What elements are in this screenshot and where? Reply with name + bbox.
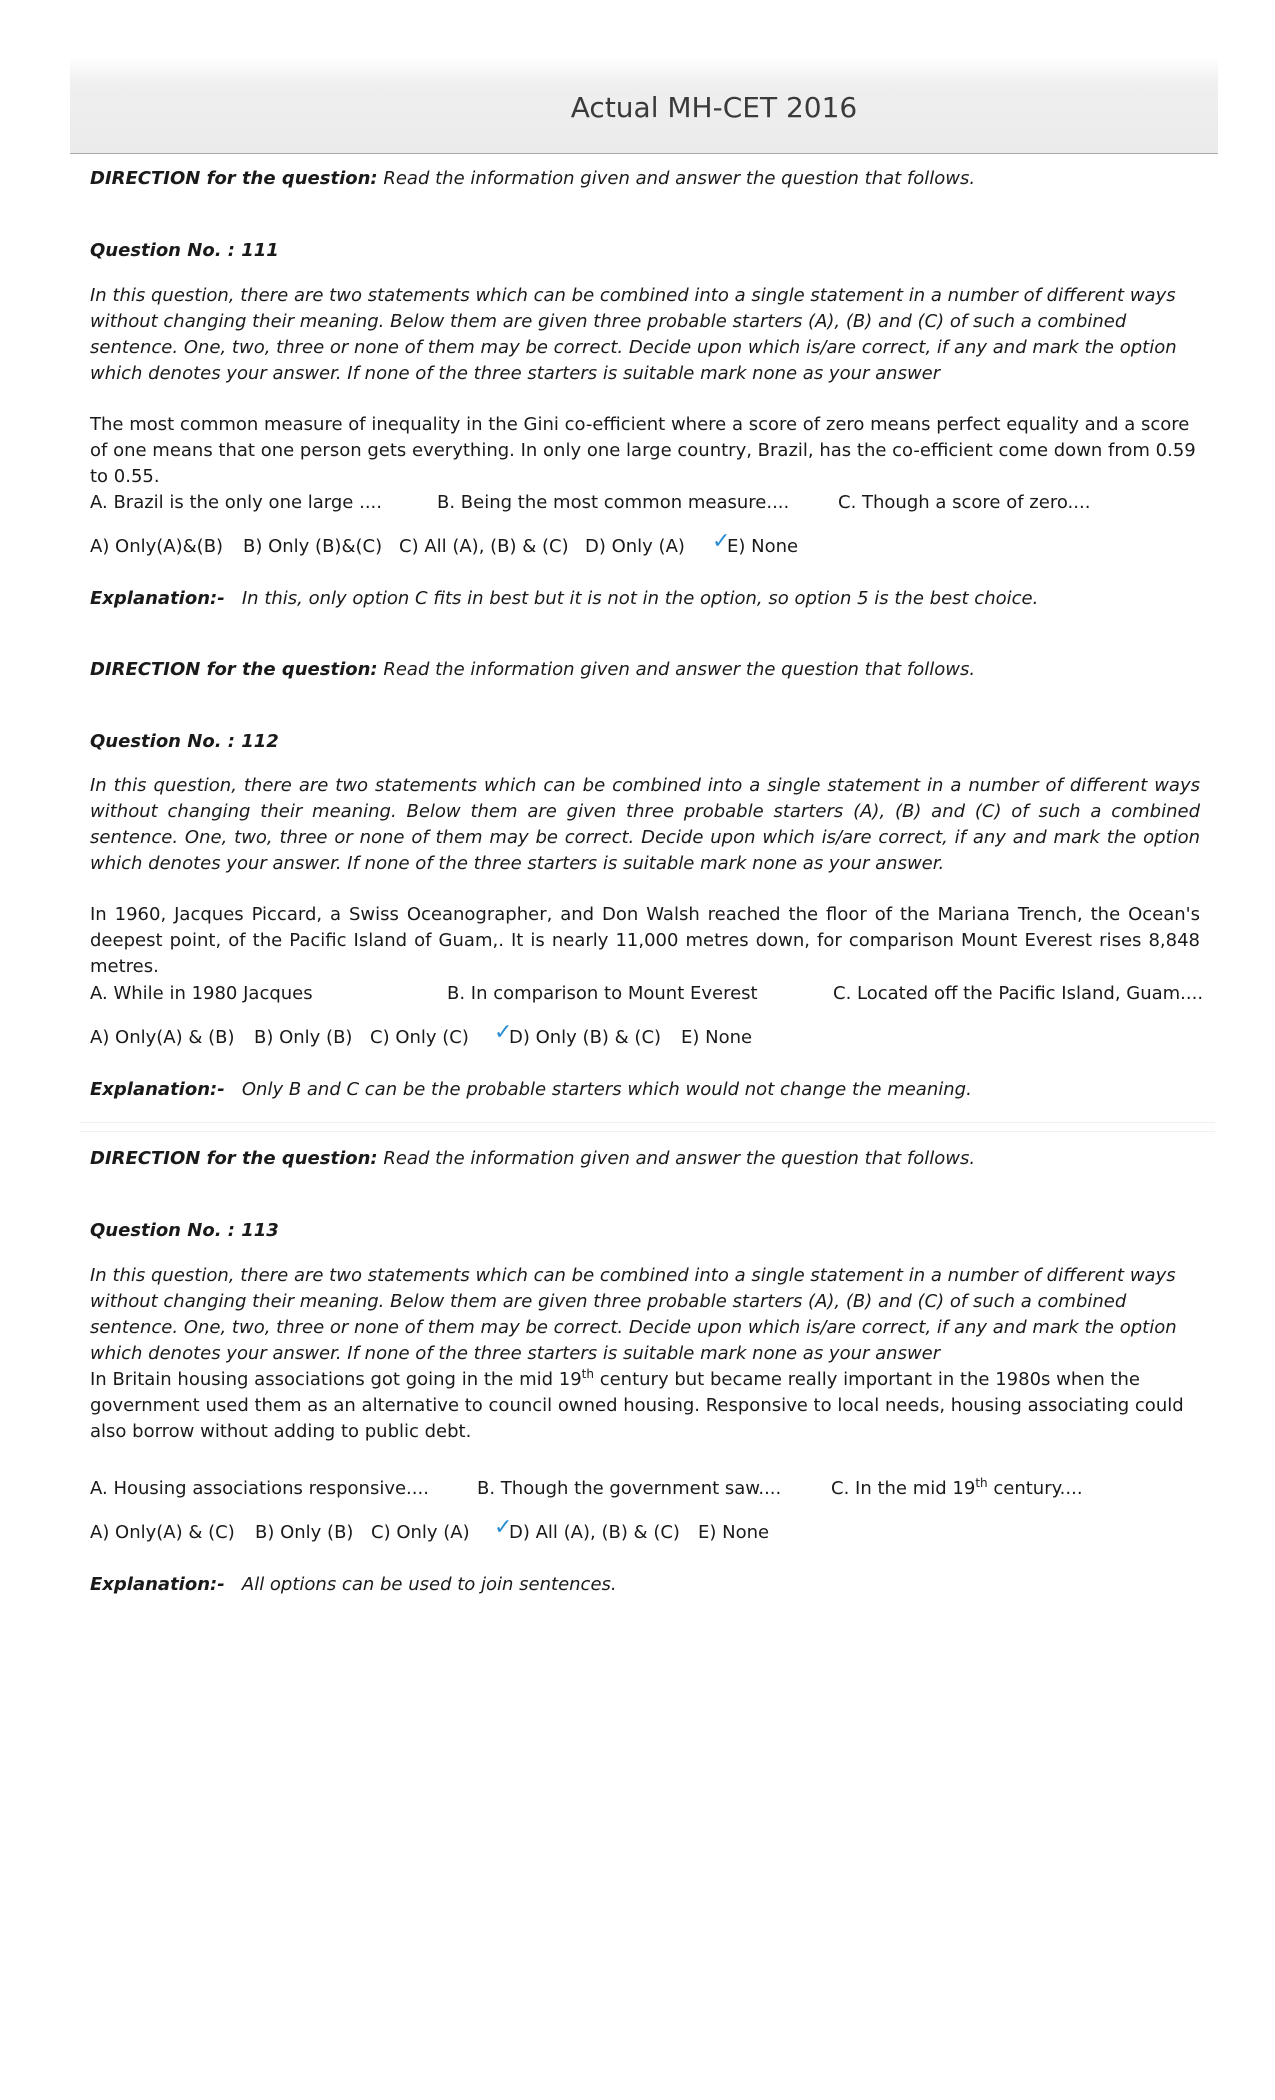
direction-label: DIRECTION for the question: — [90, 1148, 378, 1169]
explanation-label: Explanation:- — [90, 588, 225, 609]
explanation-label: Explanation:- — [90, 1574, 225, 1595]
option-e[interactable]: E) None — [681, 1027, 753, 1048]
starter-b: B. In comparison to Mount Everest — [447, 983, 758, 1004]
direction-line — [90, 1146, 975, 1172]
starter-a: A. Brazil is the only one large .... — [90, 492, 382, 513]
starter-b: B. Though the government saw.... — [477, 1478, 782, 1499]
question-number: Question No. : 111 — [90, 240, 279, 261]
page-title: Actual MH-CET 2016 — [570, 91, 858, 124]
correct-check-icon: ✓ — [712, 529, 731, 554]
option-d[interactable]: D) Only (B) & (C) — [509, 1027, 662, 1048]
explanation-text: Only B and C can be the probable starters which would not change the meaning. — [241, 1079, 972, 1100]
question-number: Question No. : 112 — [90, 731, 279, 752]
direction-line — [90, 657, 975, 683]
explanation — [90, 586, 1038, 612]
option-b[interactable]: B) Only (B) — [255, 1522, 354, 1543]
option-c[interactable]: C) Only (A) — [371, 1522, 470, 1543]
option-c[interactable]: C) Only (C) — [370, 1027, 469, 1048]
option-a[interactable]: A) Only(A)&(B) — [90, 536, 224, 557]
direction-line — [90, 166, 975, 192]
direction-text: Read the information given and answer the question that follows. — [377, 1148, 976, 1169]
starter-c-text: C. In the mid 19 — [831, 1478, 976, 1499]
option-d[interactable]: D) Only (A) — [585, 536, 685, 557]
option-a[interactable]: A) Only(A) & (B) — [90, 1027, 235, 1048]
direction-text: Read the information given and answer the question that follows. — [377, 659, 976, 680]
starter-b: B. Being the most common measure.... — [437, 492, 790, 513]
question-passage: The most common measure of inequality in the Gini co-efficient where a score of zero means perfect equality and a score of one means that one person gets everything. In only one large country, Brazil, has the co-efficient come down from 0.59 to 0.55. — [90, 414, 1196, 487]
starter-c — [831, 1476, 1083, 1502]
page-header — [70, 57, 1218, 154]
explanation-text: All options can be used to join sentences. — [241, 1574, 617, 1595]
option-e[interactable]: E) None — [698, 1522, 770, 1543]
explanation-label: Explanation:- — [90, 1079, 225, 1100]
explanation — [90, 1572, 617, 1598]
passage-text-cont: century but became really important in the 1980s when the government used them as an alternative to council owned housing. Responsive to local needs, housing associating could also borrow without adding to public debt. — [90, 1369, 1184, 1442]
explanation-text: In this, only option C fits in best but it is not in the option, so option 5 is the best choice. — [241, 588, 1039, 609]
section-divider — [80, 1122, 1215, 1132]
question-instruction: In this question, there are two statements which can be combined into a single statement in a number of different ways without changing their meaning. Below them are given three probable starters (A), (B) and (C) of such a combined sentence. One, two, three or none of them may be correct. Decide upon which is/are correct, if any and mark the option which denotes your answer. If none of the three starters is suitable mark none as your answer. — [90, 775, 1200, 874]
question-instruction: In this question, there are two statements which can be combined into a single statement in a number of different ways without changing their meaning. Below them are given three probable starters (A), (B) and (C) of such a combined sentence. One, two, three or none of them may be correct. Decide upon which is/are correct, if any and mark the option which denotes your answer. If none of the three starters is suitable mark none as your answer — [90, 285, 1177, 384]
passage-text: In Britain housing associations got going in the mid 19 — [90, 1369, 582, 1390]
direction-text: Read the information given and answer the question that follows. — [377, 168, 976, 189]
starter-a: A. While in 1980 Jacques — [90, 983, 313, 1004]
question-passage: In 1960, Jacques Piccard, a Swiss Oceanographer, and Don Walsh reached the floor of the Mariana Trench, the Ocean's deepest point, of the Pacific Island of Guam,. It is nearly 11,000 metres down, for comparison Mount Everest rises 8,848 metres. — [90, 904, 1200, 977]
starter-a: A. Housing associations responsive.... — [90, 1478, 429, 1499]
option-b[interactable]: B) Only (B) — [254, 1027, 353, 1048]
option-e[interactable]: E) None — [727, 536, 799, 557]
option-b[interactable]: B) Only (B)&(C) — [243, 536, 383, 557]
correct-check-icon: ✓ — [494, 1515, 513, 1540]
question-instruction: In this question, there are two statements which can be combined into a single statement in a number of different ways without changing their meaning. Below them are given three probable starters (A), (B) and (C) of such a combined sentence. One, two, three or none of them may be correct. Decide upon which is/are correct, if any and mark the option which denotes your answer. If none of the three starters is suitable mark none as your answer — [90, 1265, 1177, 1364]
explanation — [90, 1077, 972, 1103]
starter-c: C. Located off the Pacific Island, Guam.... — [833, 983, 1204, 1004]
starter-c-text-cont: century.... — [987, 1478, 1083, 1499]
option-d[interactable]: D) All (A), (B) & (C) — [509, 1522, 680, 1543]
option-a[interactable]: A) Only(A) & (C) — [90, 1522, 235, 1543]
direction-label: DIRECTION for the question: — [90, 659, 378, 680]
correct-check-icon: ✓ — [494, 1020, 513, 1045]
passage-superscript: th — [581, 1367, 594, 1381]
starter-c: C. Though a score of zero.... — [838, 492, 1091, 513]
direction-label: DIRECTION for the question: — [90, 168, 378, 189]
option-c[interactable]: C) All (A), (B) & (C) — [399, 536, 569, 557]
question-number: Question No. : 113 — [90, 1220, 279, 1241]
question-passage — [90, 1367, 1200, 1445]
starter-c-superscript: th — [975, 1476, 988, 1490]
